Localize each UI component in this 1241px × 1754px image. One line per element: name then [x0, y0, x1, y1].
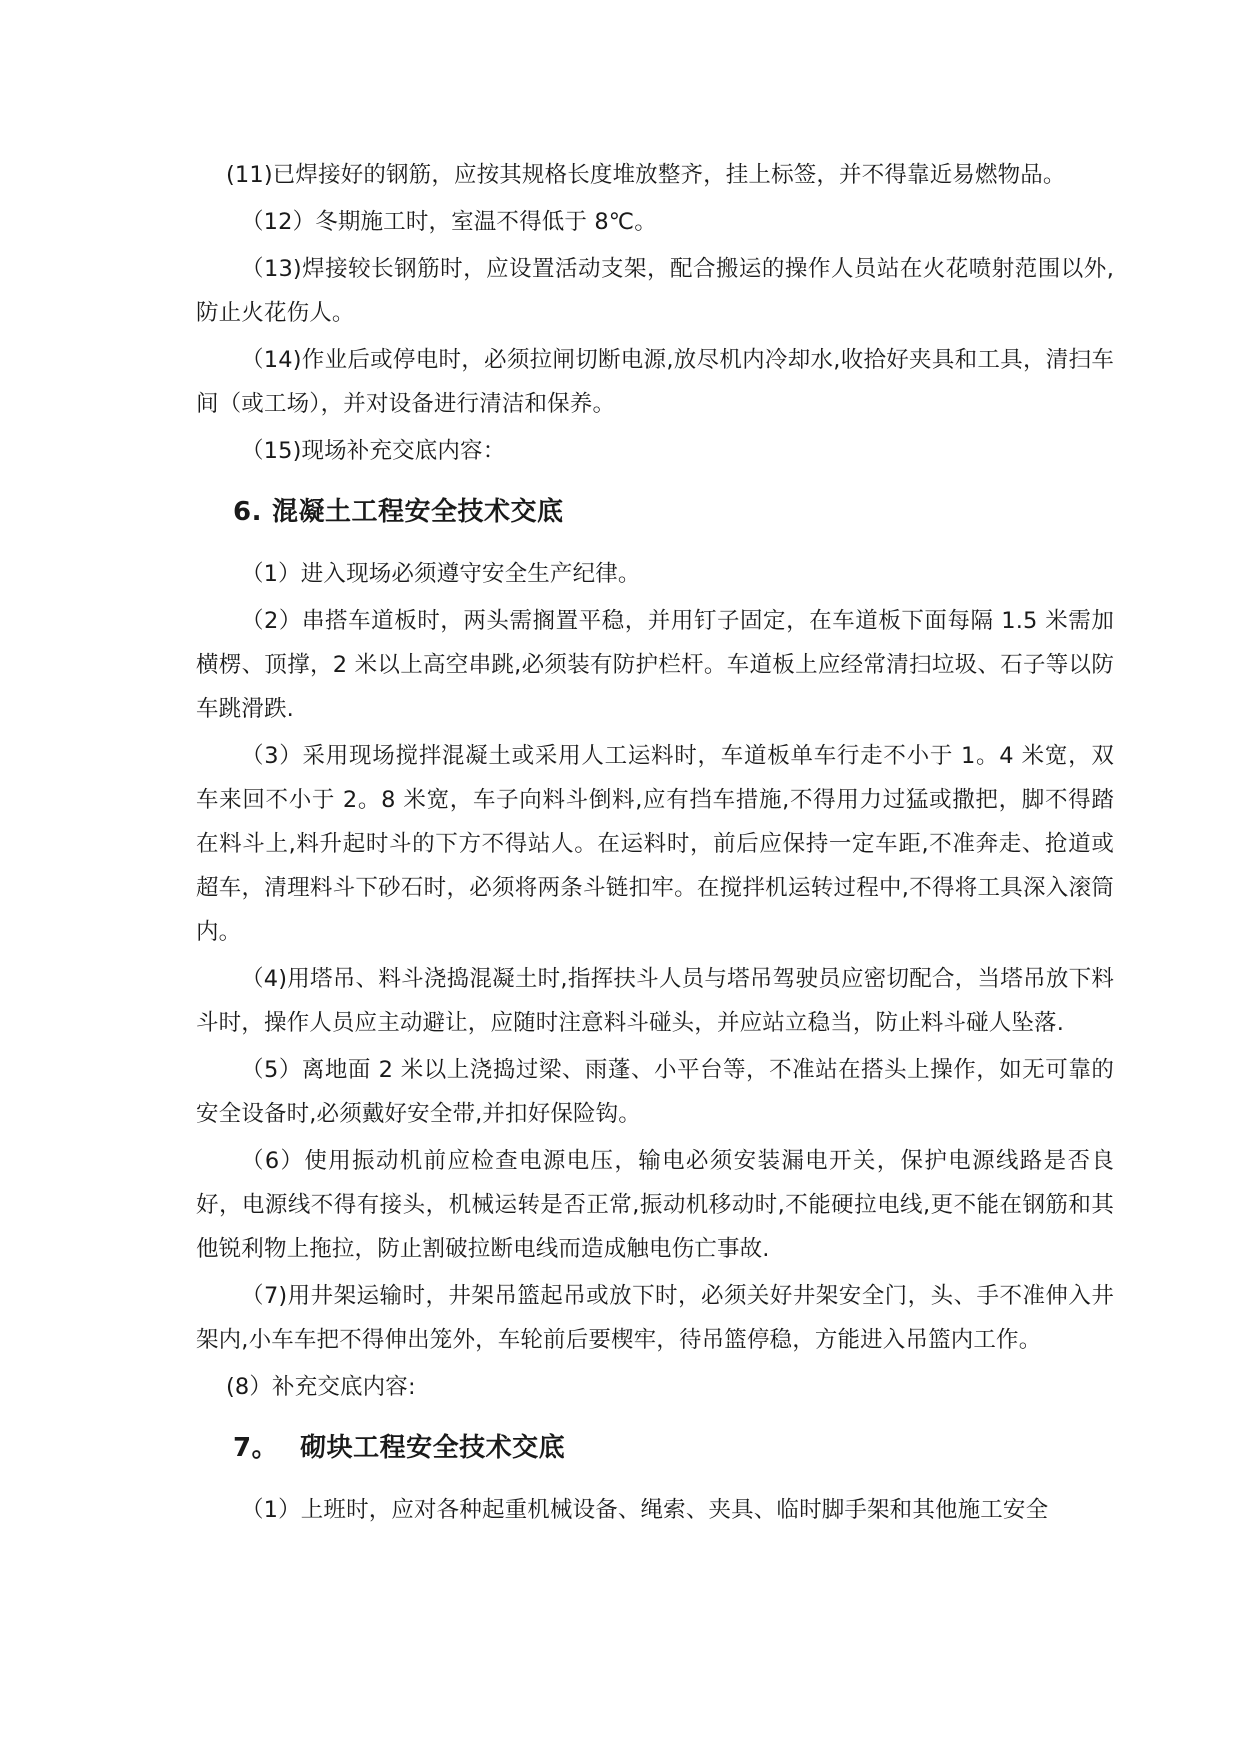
section-6-paragraph-6: （6）使用振动机前应检查电源电压，输电必须安装漏电开关，保护电源线路是否良好，电源线不得有接头，机械运转是否正常,振动机移动时,不能硬拉电线,更不能在钢筋和其他锐利物上拖拉，防止割破拉断电线而造成触电伤亡事故. [196, 1148, 1114, 1262]
section-7-number: 7。 [233, 1433, 279, 1463]
page-content [196, 153, 1114, 1535]
paragraph-13: （13)焊接较长钢筋时，应设置活动支架，配合搬运的操作人员站在火花喷射范围以外,防止火花伤人。 [196, 256, 1114, 326]
paragraph-12: （12）冬期施工时，室温不得低于 8℃。 [241, 209, 657, 235]
section-6-paragraph-3: （3）采用现场搅拌混凝土或采用人工运料时，车道板单车行走不小于 1。4 米宽，双车来回不小于 2。8 米宽，车子向料斗倒料,应有挡车措施,不得用力过猛或撒把，脚不得踏在料斗上,料升起时斗的下方不得站人。在运料时，前后应保持一定车距,不准奔走、抢道或超车，清理料斗下砂石时，必须将两条斗链扣牢。在搅拌机运转过程中,不得将工具深入滚筒内。 [196, 743, 1114, 945]
section-7-paragraph-1: （1）上班时，应对各种起重机械设备、绳索、夹具、临时脚手架和其他施工安全 [241, 1497, 1049, 1523]
section-6-paragraph-5: （5）离地面 2 米以上浇捣过梁、雨蓬、小平台等，不准站在搭头上操作，如无可靠的安全设备时,必须戴好安全带,并扣好保险钩。 [196, 1057, 1114, 1127]
section-7-title: 砌块工程安全技术交底 [300, 1433, 566, 1463]
section-6-paragraph-1: （1）进入现场必须遵守安全生产纪律。 [241, 561, 641, 587]
section-6-paragraph-2: （2）串搭车道板时，两头需搁置平稳，并用钉子固定，在车道板下面每隔 1.5 米需加横楞、顶撑，2 米以上高空串跳,必须装有防护栏杆。车道板上应经常清扫垃圾、石子等以防车跳滑跌. [196, 608, 1114, 722]
paragraph-11: (11)已焊接好的钢筋，应按其规格长度堆放整齐，挂上标签，并不得靠近易燃物品。 [226, 162, 1066, 188]
section-6-paragraph-4: （4)用塔吊、料斗浇捣混凝土时,指挥扶斗人员与塔吊驾驶员应密切配合，当塔吊放下料斗时，操作人员应主动避让，应随时注意料斗碰头，并应站立稳当，防止料斗碰人坠落. [196, 966, 1114, 1036]
section-6-paragraph-8: (8）补充交底内容: [226, 1374, 416, 1400]
paragraph-14: （14)作业后或停电时，必须拉闸切断电源,放尽机内冷却水,收拾好夹具和工具，清扫车间（或工场），并对设备进行清洁和保养。 [196, 347, 1114, 417]
section-6-paragraph-7: （7)用井架运输时，井架吊篮起吊或放下时，必须关好井架安全门，头、手不准伸入井架内,小车车把不得伸出笼外，车轮前后要楔牢，待吊篮停稳，方能进入吊篮内工作。 [196, 1283, 1114, 1353]
section-6-title: 混凝土工程安全技术交底 [271, 497, 564, 527]
section-6-heading [233, 492, 1114, 532]
section-6-number: 6. [233, 497, 262, 527]
section-7-heading [233, 1428, 1114, 1468]
paragraph-15: （15)现场补充交底内容： [241, 438, 506, 464]
